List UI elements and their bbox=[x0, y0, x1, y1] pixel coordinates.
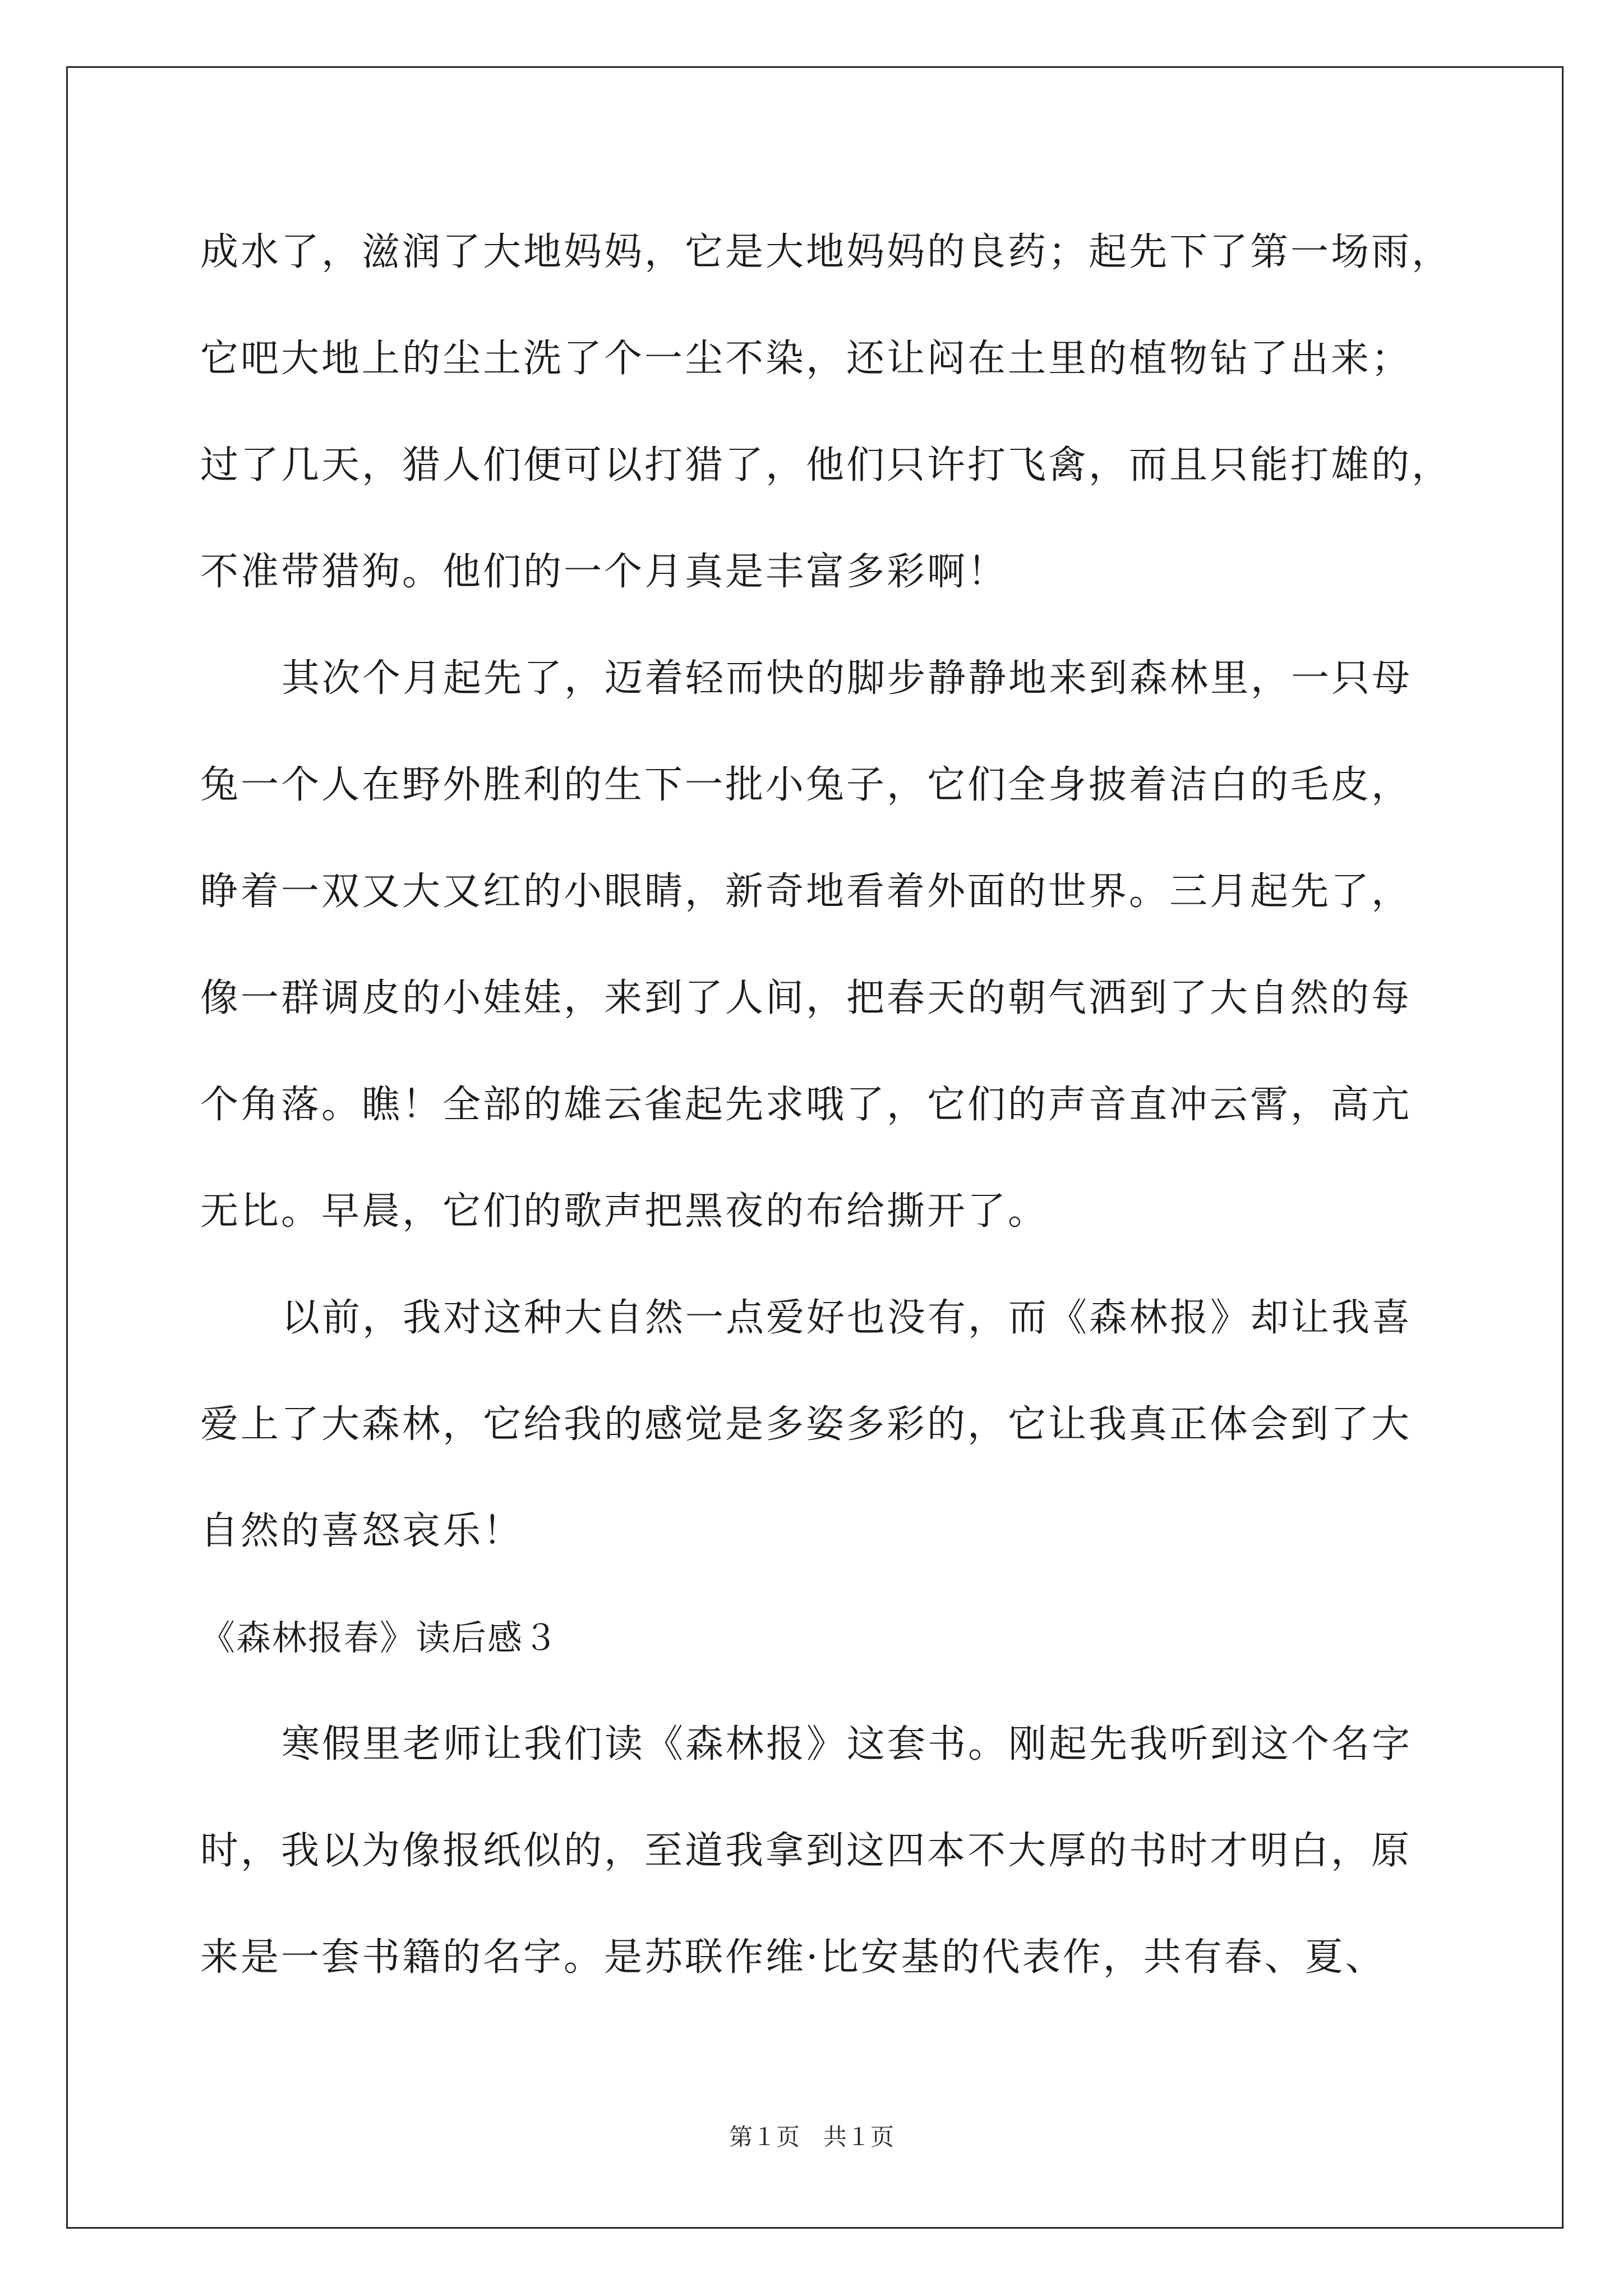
text-line: 爱上了大森林，它给我的感觉是多姿多彩的，它让我真正体会到了大 bbox=[200, 1402, 1412, 1447]
text-line: 兔一个人在野外胜利的生下一批小兔子，它们全身披着洁白的毛皮， bbox=[200, 763, 1412, 807]
text-line: 无比。早晨，它们的歌声把黑夜的布给撕开了。 bbox=[200, 1189, 1049, 1234]
page-footer: 第１页 共１页 bbox=[728, 2123, 894, 2151]
text-line: 来是一套书籍的名字。是苏联作维·比安基的代表作，共有春、夏、 bbox=[200, 1935, 1386, 1980]
paragraph-start-line: 其次个月起先了，迈着轻而快的脚步静静地来到森林里，一只母 bbox=[282, 656, 1413, 701]
text-line: 成水了，滋润了大地妈妈，它是大地妈妈的良药；起先下了第一场雨， bbox=[200, 230, 1453, 274]
section-heading: 《森林报春》读后感３ bbox=[200, 1617, 560, 1658]
text-line: 像一群调皮的小娃娃，来到了人间，把春天的朝气洒到了大自然的每 bbox=[200, 976, 1412, 1020]
text-line: 时，我以为像报纸似的，至道我拿到这四本不大厚的书时才明白，原 bbox=[200, 1829, 1412, 1873]
text-line: 过了几天，猎人们便可以打猎了，他们只许打飞禽，而且只能打雄的， bbox=[200, 443, 1453, 487]
text-line: 它吧大地上的尘土洗了个一尘不染，还让闷在土里的植物钻了出来； bbox=[200, 337, 1412, 381]
text-line: 睁着一双又大又红的小眼睛，新奇地看着外面的世界。三月起先了， bbox=[200, 869, 1412, 914]
text-line: 个角落。瞧！全部的雄云雀起先求哦了，它们的声音直冲云霄，高亢 bbox=[200, 1083, 1412, 1127]
paragraph-start-line: 寒假里老师让我们读《森林报》这套书。刚起先我听到这个名字 bbox=[282, 1722, 1413, 1766]
page-border bbox=[66, 66, 1564, 2229]
text-line: 自然的喜怒哀乐！ bbox=[200, 1509, 524, 1553]
paragraph-start-line: 以前，我对这种大自然一点爱好也没有，而《森林报》却让我喜 bbox=[282, 1296, 1413, 1340]
text-line: 不准带猎狗。他们的一个月真是丰富多彩啊！ bbox=[200, 550, 1008, 594]
